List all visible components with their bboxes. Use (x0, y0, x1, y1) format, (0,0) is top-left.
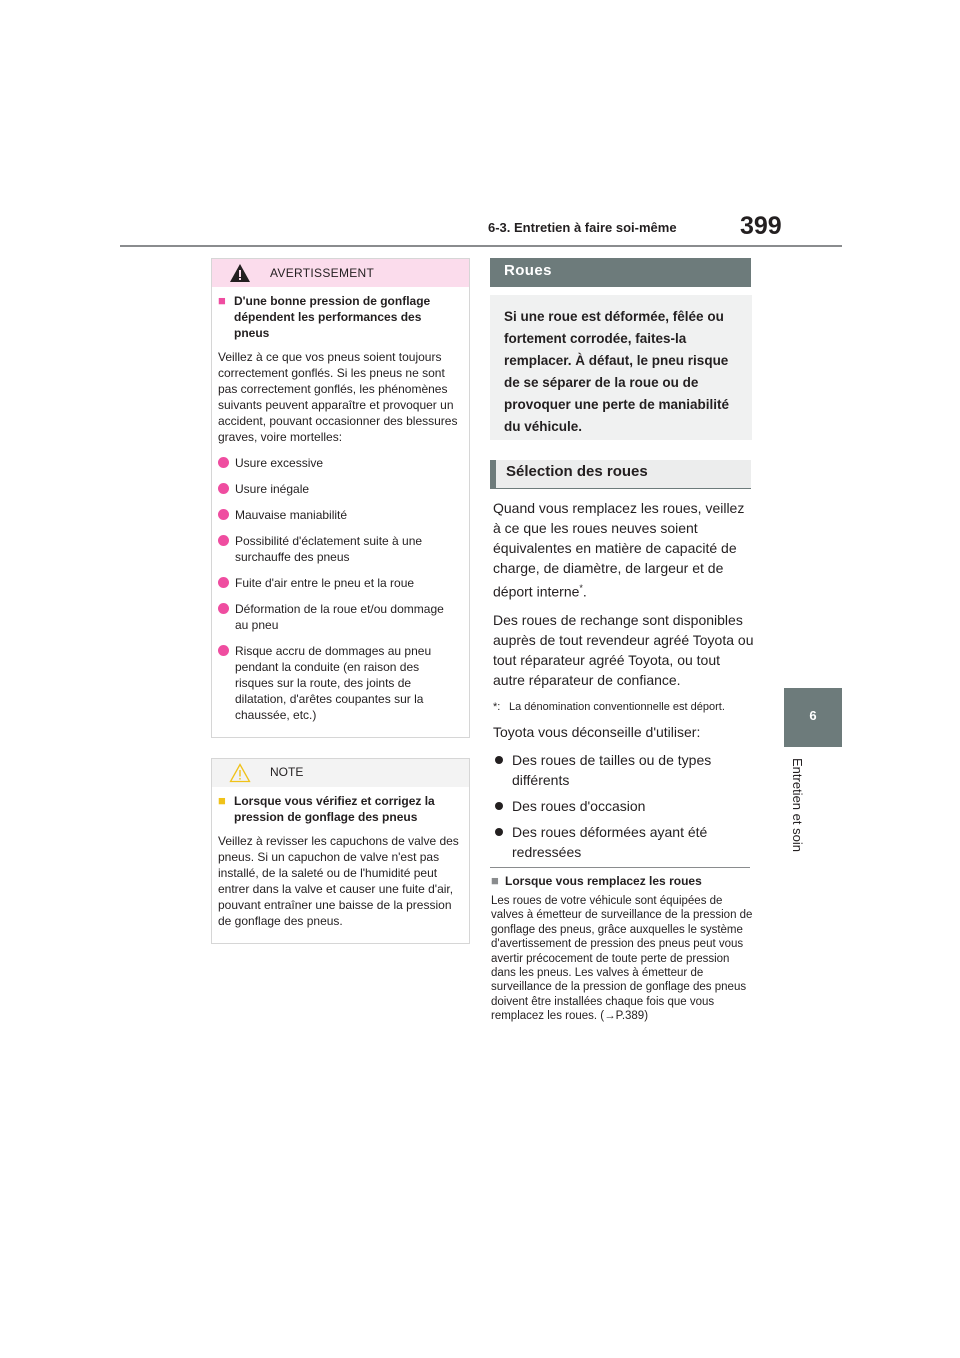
bullet-icon (495, 802, 503, 810)
circle-bullet-icon (218, 483, 229, 494)
warning-title: AVERTISSEMENT (270, 266, 375, 280)
note-body: Veillez à revisser les capuchons de valve des pneus. Si un capuchon de valve n'est pas installé, de la saleté ou de l'humidité peut entrer dans la valve et causer une fuite d'air, pouvant entraîner une baisse de la pression de gonflage des pneus. (218, 834, 459, 928)
roues-intro: Si une roue est déformée, fêlée ou fortement corrodée, faites-la remplacer. À défaut, le pneu risque de se séparer de la roue ou de provoquer une perte de maniabilité du véhicule. (490, 295, 752, 440)
warning-intro: Veillez à ce que vos pneus soient toujours correctement gonflés. Si les pneus ne sont pas correctement gonflés, les phénomènes suivants peuvent apparaître et provoquer un accident, pouvant occasionner des blessures graves, voire mortelles: (218, 350, 458, 444)
section-heading-roues: Roues (490, 258, 751, 287)
page-number: 399 (740, 212, 782, 240)
note-header (212, 759, 469, 787)
list-item: Usure inégale (218, 481, 459, 497)
list-item: Des roues déformées ayant été redressées (493, 822, 755, 862)
info-block (491, 873, 753, 1024)
list-item: Possibilité d'éclatement suite à une surchauffe des pneus (218, 533, 459, 565)
circle-bullet-icon (218, 603, 229, 614)
selection-content (493, 498, 755, 868)
list-item: Fuite d'air entre le pneu et la roue (218, 575, 459, 591)
list-item: Usure excessive (218, 455, 459, 471)
info-heading: ■ Lorsque vous remplacez les roues (491, 873, 702, 888)
note-heading: ■ Lorsque vous vérifiez et corrigez la pression de gonflage des pneus (218, 793, 435, 824)
footnote: *: La dénomination conventionnelle est déport. (493, 700, 725, 713)
square-bullet-icon: ■ (218, 293, 226, 308)
square-bullet-icon: ■ (218, 793, 226, 808)
list-item: Risque accru de dommages au pneu pendant la conduite (en raison des risques sur la route, des joints de dilatation, d'arêtes coupantes sur la chaussée, etc.) (218, 643, 459, 723)
info-body: Les roues de votre véhicule sont équipées de valves à émetteur de surveillance de la pression de gonflage des pneus, grâce auxquelles le système d'avertissement de pression des pneus peut vous avertir précocement de toute perte de pression dans les pneus. Les valves à émetteur de surveillance de la pression de gonflage des pneus doivent être installées chaque fois que vous remplacez les roues. (→P.389) (491, 895, 753, 1023)
bullet-icon (495, 828, 503, 836)
list-item: Des roues de tailles ou de types différents (493, 750, 755, 790)
circle-bullet-icon (218, 509, 229, 520)
warning-icon (229, 263, 251, 283)
chapter-label: Entretien et soin (790, 758, 805, 852)
warning-header (212, 259, 469, 287)
note-box (211, 758, 470, 944)
warning-list (218, 455, 459, 723)
section-title: 6-3. Entretien à faire soi-même (488, 220, 677, 235)
chapter-tab: 6 (784, 688, 842, 747)
list-item: Des roues d'occasion (493, 796, 755, 816)
circle-bullet-icon (218, 457, 229, 468)
warning-heading: ■ D'une bonne pression de gonflage dépendent les performances des pneus (218, 293, 431, 340)
info-divider (490, 867, 750, 868)
footnote-marker: * (579, 583, 583, 593)
subheading-selection: Sélection des roues (490, 460, 751, 489)
warning-box (211, 258, 470, 738)
paragraph: Toyota vous déconseille d'utiliser: (493, 723, 701, 740)
circle-bullet-icon (218, 577, 229, 588)
note-title: NOTE (270, 765, 304, 779)
circle-bullet-icon (218, 645, 229, 656)
list-item: Déformation de la roue et/ou dommage au pneu (218, 601, 459, 633)
caution-icon (229, 763, 251, 783)
paragraph: Quand vous remplacez les roues, veillez à ce que les roues neuves soient équivalentes en matière de capacité de charge, de diamètre, de largeur et de déport interne*. (493, 500, 745, 600)
bullet-icon (495, 756, 503, 764)
list-item: Mauvaise maniabilité (218, 507, 459, 523)
circle-bullet-icon (218, 535, 229, 546)
square-bullet-icon: ■ (491, 873, 499, 888)
paragraph: Des roues de rechange sont disponibles auprès de tout revendeur agréé Toyota ou tout réparateur agréé Toyota, ou tout autre réparateur de confiance. (493, 611, 754, 688)
header-divider (120, 245, 842, 247)
